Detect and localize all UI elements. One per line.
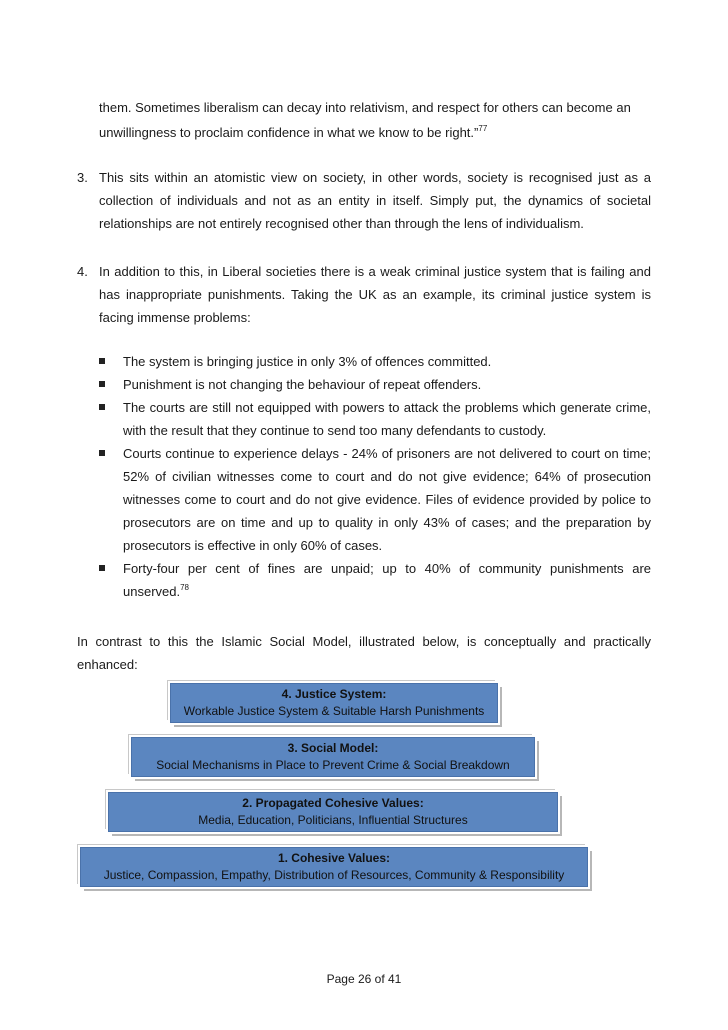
bullet-list [97, 350, 651, 603]
pyramid-level-2-subtitle: Media, Education, Politicians, Influential Structures [198, 813, 468, 827]
pyramid-level-2-title: 2. Propagated Cohesive Values: [242, 796, 424, 810]
point-4-number: 4. [77, 264, 88, 279]
page-number: Page 26 of 41 [326, 972, 402, 986]
list-item: Courts continue to experience delays - 24% of prisoners are not delivered to court on time; 52% of civilian witnesses come to court and do not give evidence; 64% of prosecution witnesses come to court and do not give evidence. Files of evidence provided by police to prosecutors are on time and up to quality in only 43% of cases; and the preparation by prosecutors is effective in only 60% of cases. [97, 442, 651, 557]
pyramid-level-1 [80, 847, 588, 887]
square-bullet-icon [99, 381, 105, 387]
quote-line-2: unwillingness to proclaim confidence in what we know to be right.”$^{77}$ [99, 124, 488, 140]
pyramid-level-3-subtitle: Social Mechanisms in Place to Prevent Crime & Social Breakdown [156, 758, 510, 772]
square-bullet-icon [99, 450, 105, 456]
numbered-point-4 [77, 260, 651, 329]
pyramid-level-4 [170, 683, 498, 723]
list-item: Forty-four per cent of fines are unpaid; up to 40% of community punishments are unserved.$^{78}$ [97, 557, 651, 603]
pyramid-level-1-title: 1. Cohesive Values: [277, 851, 391, 865]
contrast-paragraph: In contrast to this the Islamic Social Model, illustrated below, is conceptually and practically enhanced: [77, 634, 651, 672]
footnote-78: 78 [180, 583, 189, 592]
square-bullet-icon [99, 565, 105, 571]
pyramid-level-3 [131, 737, 535, 777]
numbered-point-3 [77, 166, 651, 235]
quote-continuation [99, 96, 651, 144]
list-item: The courts are still not equipped with powers to attack the problems which generate crime, with the result that they continue to send too many defendants to custody. [97, 396, 651, 442]
point-3-text: This sits within an atomistic view on society, in other words, society is recognised just as a collection of individuals and not as an entity in itself. Simply put, the dynamics of societal relationships are not entirely recognised other than through the lens of individualism. [99, 170, 651, 231]
square-bullet-icon [99, 358, 105, 364]
list-item: Punishment is not changing the behaviour of repeat offenders. [97, 373, 651, 396]
square-bullet-icon [99, 404, 105, 410]
footnote-77: 77 [478, 124, 488, 133]
pyramid-level-4-subtitle: Workable Justice System & Suitable Harsh Punishments [183, 704, 485, 718]
pyramid-level-2 [108, 792, 558, 832]
pyramid-level-1-subtitle: Justice, Compassion, Empathy, Distribution of Resources, Community & Responsibility [103, 868, 565, 882]
pyramid-level-3-title: 3. Social Model: [287, 741, 379, 755]
pyramid-level-4-title: 4. Justice System: [281, 687, 387, 701]
quote-line-1: them. Sometimes liberalism can decay into relativism, and respect for others can become an [99, 100, 631, 115]
point-4-text: In addition to this, in Liberal societies there is a weak criminal justice system that is failing and has inappropriate punishments. Taking the UK as an example, its criminal justice system is facing immense problems: [99, 264, 651, 325]
point-3-number: 3. [77, 170, 88, 185]
list-item: The system is bringing justice in only 3% of offences committed. [97, 350, 651, 373]
